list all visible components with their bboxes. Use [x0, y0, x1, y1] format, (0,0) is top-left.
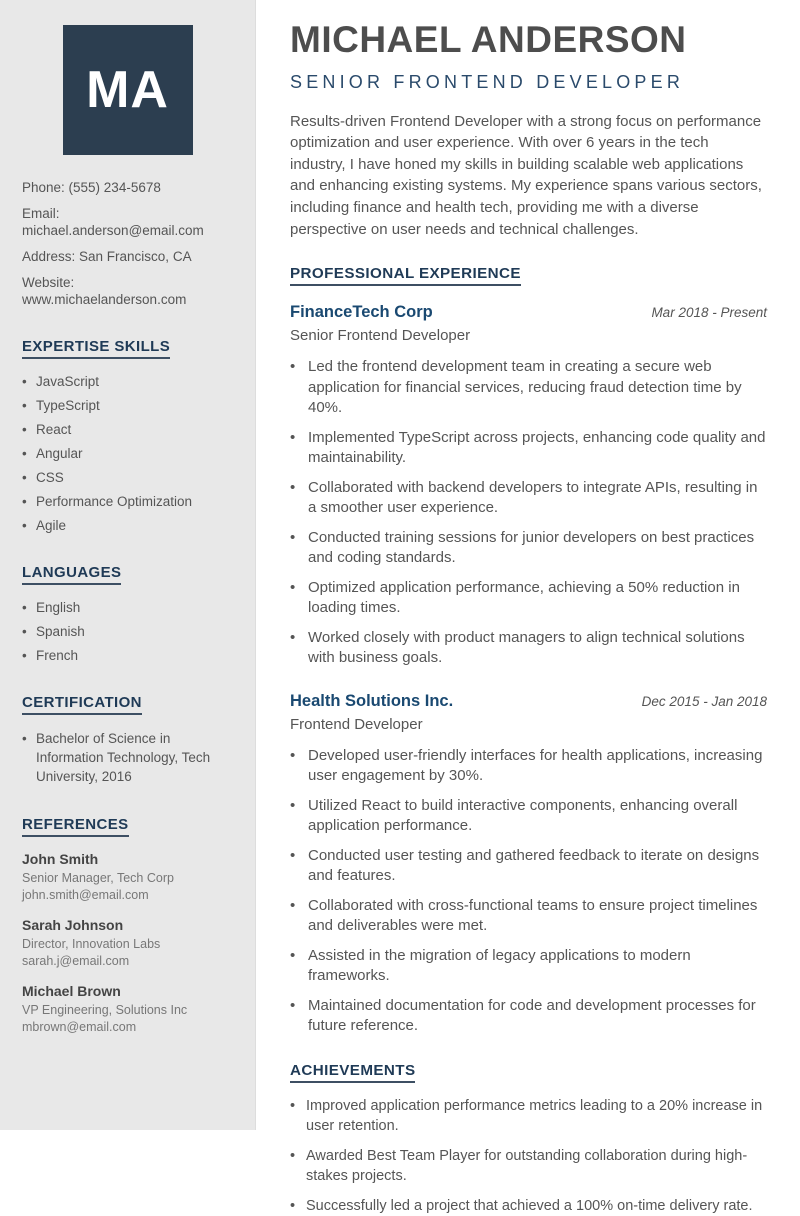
achievement-item: • Improved application performance metrics leading to a 20% increase in user retention.	[290, 1097, 763, 1135]
experience-bullet: • Worked closely with product managers to align technical solutions with business goals.	[290, 628, 745, 667]
bullet-icon: •	[290, 428, 296, 446]
sidebar	[0, 0, 256, 1130]
job-company: FinanceTech Corp	[290, 303, 433, 322]
bullet-icon: •	[290, 1197, 296, 1214]
bullet-icon: •	[22, 494, 27, 509]
bullet-icon: •	[290, 628, 296, 646]
reference-name: John Smith	[22, 851, 99, 867]
job-dates: Mar 2018 - Present	[651, 305, 767, 321]
job-dates: Dec 2015 - Jan 2018	[641, 693, 767, 709]
skill-item: • Performance Optimization	[22, 494, 193, 509]
reference-role: Senior Manager, Tech Corp	[22, 871, 174, 885]
section-heading-expertise: EXPERTISE SKILLS	[22, 338, 233, 359]
bullet-icon: •	[290, 1147, 296, 1164]
job-title-subtitle: SENIOR FRONTEND DEVELOPER	[290, 71, 685, 92]
section-heading-experience: PROFESSIONAL EXPERIENCE	[290, 265, 767, 286]
bullet-icon: •	[290, 1097, 296, 1114]
section-heading-achievements: ACHIEVEMENTS	[290, 1062, 767, 1083]
experience-bullet: • Led the frontend development team in creating a secure web application for financial services, reducing fraud detection time by 40%.	[290, 358, 742, 417]
reference-role: Director, Innovation Labs	[22, 937, 161, 951]
bullet-icon: •	[290, 946, 296, 964]
bullet-icon: •	[22, 624, 27, 639]
bullet-icon: •	[22, 422, 27, 437]
language-item: • English	[22, 600, 81, 615]
summary-paragraph: Results-driven Frontend Developer with a strong focus on performance optimization and user experience. With over 6 years in the tech industry, I have honed my skills in building scalable web applications and enhancing existing systems. My experience spans various sectors, including finance and health tech, providing me with a diverse perspective on user needs and technical challenges.	[290, 112, 762, 238]
language-item: • French	[22, 648, 79, 663]
bullet-icon: •	[290, 896, 296, 914]
skill-item: • Agile	[22, 518, 67, 533]
references-list	[22, 851, 233, 1036]
section-heading-languages: LANGUAGES	[22, 564, 233, 585]
section-heading-references: REFERENCES	[22, 816, 233, 837]
contact-website: Website: www.michaelanderson.com	[22, 275, 187, 307]
job-company: Health Solutions Inc.	[290, 691, 454, 710]
bullet-icon: •	[290, 796, 296, 814]
reference-entry	[22, 983, 233, 1036]
certification-item: • Bachelor of Science in Information Technology, Tech University, 2016	[22, 731, 211, 784]
reference-role: VP Engineering, Solutions Inc	[22, 1003, 188, 1017]
skill-item: • JavaScript	[22, 374, 100, 389]
bullet-icon: •	[22, 446, 27, 461]
contact-email: Email: michael.anderson@email.com	[22, 206, 204, 238]
contact-info	[22, 179, 233, 308]
experience-bullet: • Developed user-friendly interfaces for health applications, increasing user engagement by 30%.	[290, 746, 763, 785]
reference-email: john.smith@email.com	[22, 888, 149, 902]
experience-bullet: • Conducted user testing and gathered feedback to iterate on designs and features.	[290, 846, 760, 885]
skill-item: • React	[22, 422, 72, 437]
language-item: • Spanish	[22, 624, 85, 639]
expertise-list	[22, 373, 233, 534]
achievement-item: • Successfully led a project that achieved a 100% on-time delivery rate.	[290, 1196, 767, 1216]
bullet-icon: •	[290, 846, 296, 864]
certification-list	[22, 729, 233, 786]
experience-job	[290, 692, 767, 1037]
page-title: MICHAEL ANDERSON	[290, 19, 687, 60]
job-role: Frontend Developer	[290, 715, 423, 733]
reference-name: Sarah Johnson	[22, 917, 124, 933]
experience-job	[290, 303, 767, 669]
contact-phone: Phone: (555) 234-5678	[22, 180, 161, 195]
experience-bullet: • Maintained documentation for code and development processes for future reference.	[290, 996, 756, 1035]
reference-entry	[22, 851, 233, 904]
job-header	[290, 303, 767, 322]
experience-bullet: • Conducted training sessions for junior developers on best practices and coding standards.	[290, 528, 755, 567]
achievement-item: • Awarded Best Team Player for outstanding collaboration during high-stakes projects.	[290, 1147, 748, 1185]
experience-bullet: • Utilized React to build interactive components, enhancing overall application performance.	[290, 796, 738, 835]
reference-email: sarah.j@email.com	[22, 954, 130, 968]
job-bullet-list	[290, 746, 767, 1037]
bullet-icon: •	[22, 518, 27, 533]
experience-bullet: • Collaborated with cross-functional teams to ensure project timelines and deliverables were met.	[290, 896, 758, 935]
reference-email: mbrown@email.com	[22, 1020, 137, 1034]
bullet-icon: •	[22, 398, 27, 413]
avatar-initials: MA	[86, 61, 169, 119]
section-heading-certification: CERTIFICATION	[22, 694, 233, 715]
bullet-icon: •	[290, 578, 296, 596]
bullet-icon: •	[290, 996, 296, 1014]
experience-bullet: • Optimized application performance, achieving a 50% reduction in loading times.	[290, 578, 740, 617]
job-bullet-list	[290, 357, 767, 669]
skill-item: • Angular	[22, 446, 83, 461]
skill-item: • CSS	[22, 470, 64, 485]
bullet-icon: •	[22, 470, 27, 485]
job-header	[290, 692, 767, 711]
bullet-icon: •	[290, 746, 296, 764]
contact-address: Address: San Francisco, CA	[22, 249, 192, 264]
experience-bullet: • Collaborated with backend developers to integrate APIs, resulting in a smoother user experience.	[290, 478, 758, 517]
bullet-icon: •	[290, 478, 296, 496]
bullet-icon: •	[22, 600, 27, 615]
bullet-icon: •	[22, 648, 27, 663]
job-role: Senior Frontend Developer	[290, 327, 471, 345]
reference-entry	[22, 917, 233, 970]
main-content	[256, 0, 800, 1214]
bullet-icon: •	[290, 358, 296, 376]
achievements-list	[290, 1096, 767, 1216]
languages-list	[22, 599, 233, 664]
bullet-icon: •	[290, 528, 296, 546]
bullet-icon: •	[22, 731, 27, 746]
experience-bullet: • Assisted in the migration of legacy applications to modern frameworks.	[290, 946, 691, 985]
bullet-icon: •	[22, 374, 27, 389]
experience-bullet: • Implemented TypeScript across projects, enhancing code quality and maintainability.	[290, 428, 766, 467]
skill-item: • TypeScript	[22, 398, 100, 413]
avatar	[63, 25, 193, 155]
reference-name: Michael Brown	[22, 983, 121, 999]
